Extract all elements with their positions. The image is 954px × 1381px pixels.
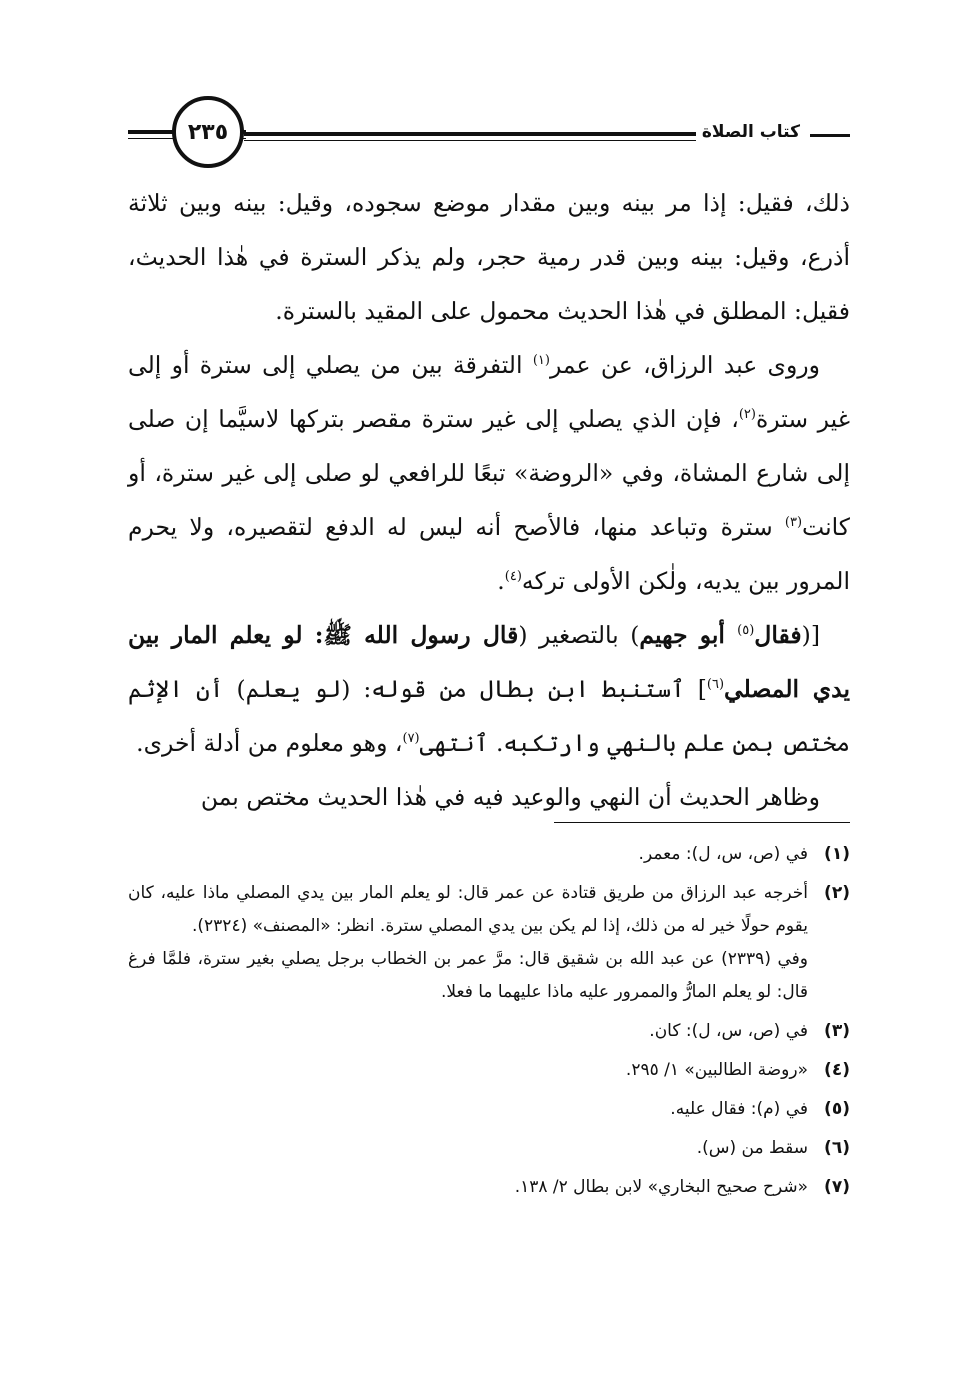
text-run: سترة وتباعد منها، فالأصح أنه ليس له الدفع لتقصيره، ولا يحرم المرور بين يديه، ولٰكن الأولى تركه bbox=[128, 513, 850, 595]
footnote-text-block bbox=[128, 877, 808, 1009]
paragraph-1: ذلك، فقيل: إذا مر بينه وبين مقدار موضع سجوده، وقيل: بينه وبين ثلاثة أذرع، وقيل: بينه وبين قدر رمية حجر، ولم يذكر السترة في هٰذا الحديث، فقيل: المطلق في هٰذا الحديث محمول على المقيد بالسترة. bbox=[128, 189, 850, 325]
header-rule-right-thin bbox=[244, 140, 730, 141]
page-number: ٢٣٥ bbox=[172, 96, 244, 168]
footnote-item bbox=[128, 1132, 850, 1165]
footnote-ref-1[interactable]: (١) bbox=[532, 353, 550, 369]
footnote-number: (٢) bbox=[824, 883, 850, 903]
header-rule-end bbox=[810, 134, 850, 137]
paragraph-2 bbox=[128, 338, 850, 608]
footnote-ref-5[interactable]: (٥) bbox=[737, 623, 755, 639]
footnote-text: في (م): فقال عليه. bbox=[670, 1099, 808, 1119]
footnote-number: (٧) bbox=[824, 1177, 850, 1197]
quoted-word: فقال bbox=[754, 621, 802, 649]
footnote-text: في (ص، س، ل): كان. bbox=[649, 1021, 808, 1041]
footnote-item bbox=[128, 1171, 850, 1204]
footnote-item bbox=[128, 1015, 850, 1048]
footnote-ref-3[interactable]: (٣) bbox=[784, 515, 803, 531]
footnote-text: في (ص، س، ل): معمر. bbox=[638, 844, 808, 864]
page-header bbox=[128, 92, 850, 180]
text-run: التفرقة بين من يصلي إلى سترة أو إلى غير سترة bbox=[128, 351, 850, 433]
footnote-item bbox=[128, 838, 850, 871]
footnote-ref-2[interactable]: (٢) bbox=[738, 407, 756, 423]
footnote-item bbox=[128, 1054, 850, 1087]
footnote-ref-4[interactable]: (٤) bbox=[504, 569, 522, 585]
footnote-ref-6[interactable]: (٦) bbox=[706, 677, 725, 693]
footnote-ref-7[interactable]: (٧) bbox=[402, 731, 420, 747]
footnote-separator bbox=[554, 822, 850, 823]
text-run: [( bbox=[801, 621, 820, 649]
footnote-item bbox=[128, 1093, 850, 1126]
footnote-text: «روضة الطالبين» ١/ ٢٩٥. bbox=[625, 1060, 808, 1080]
footnote-text: سقط من (س). bbox=[696, 1138, 808, 1158]
paragraph-3 bbox=[128, 608, 850, 770]
footnote-number: (٤) bbox=[824, 1060, 850, 1080]
footnote-item bbox=[128, 877, 850, 1009]
paragraph-4: وظاهر الحديث أن النهي والوعيد فيه في هٰذا الحديث مختص بمن bbox=[200, 783, 820, 811]
footnote-number: (٥) bbox=[824, 1099, 850, 1119]
footnote-number: (١) bbox=[824, 844, 850, 864]
footnote-number: (٣) bbox=[824, 1021, 850, 1041]
footnote-text-continued: وفي (٢٣٣٩) عن عبد الله بن شقيق قال: مرَّ عمر بن الخطاب برجل يصلي بغير سترة، فلمَّا فرغ قال: لو يعلم المارُّ والممرور عليه ماذا عليهما ما فعلا. bbox=[128, 949, 808, 1002]
text-run: . bbox=[497, 567, 505, 595]
footnote-number: (٦) bbox=[824, 1138, 850, 1158]
running-title: كتاب الصلاة bbox=[696, 122, 806, 142]
quoted-name: أبو جهيم bbox=[639, 621, 738, 649]
main-text bbox=[128, 176, 850, 824]
text-run: ، وهو معلوم من أدلة أخرى. bbox=[136, 729, 403, 757]
text-run: ) بالتصغير ( bbox=[518, 621, 640, 649]
hadith-quote: قال رسول الله ﷺ: لو يعلم المار بين يدي المصلي bbox=[128, 621, 850, 703]
footnote-text: أخرجه عبد الرزاق من طريق قتادة عن عمر قال: لو يعلم المار بين يدي المصلي ماذا عليه، كان يقوم حولًا خير له من ذلك، إذا لم يكن بين يدي المصلي سترة. انظر: «المصنف» (٢٣٢٤). bbox=[128, 883, 808, 936]
header-rule-right bbox=[244, 132, 730, 136]
text-run: وروى عبد الرزاق، عن عمر bbox=[549, 351, 820, 379]
footnote-text: «شرح صحيح البخاري» لابن بطال ٢/ ١٣٨. bbox=[514, 1177, 808, 1197]
footnotes bbox=[128, 838, 850, 1210]
text-run: ] ٱستنبط ابن بطال من قوله: (لو يعلم) أن الإثم مختص بمن علم بالنهي وارتكبه. ٱنتهى bbox=[128, 675, 850, 757]
text-run: ، فإن الذي يصلي إلى غير سترة مقصر بتركها لاسيَّما إن صلى إلى شارع المشاة، وفي «الروضة» تبعًا للرافعي لو صلى إلى غير سترة، أو كانت bbox=[128, 405, 850, 541]
